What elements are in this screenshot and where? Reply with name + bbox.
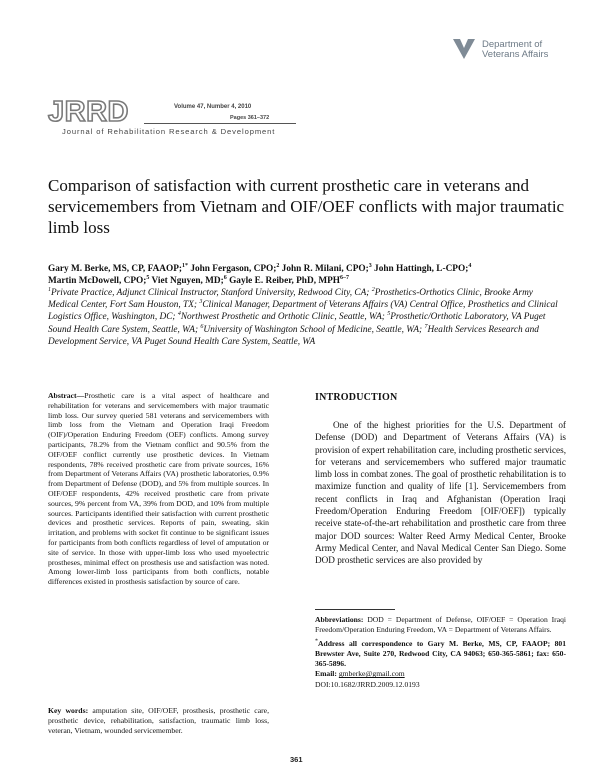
email-link[interactable]: gmberke@gmail.com: [338, 669, 405, 679]
footnote-rule: [315, 609, 395, 610]
authors-line1: Gary M. Berke, MS, CP, FAAOP;$^{1*}$ John Fergason, CPO;$^2$ John R. Milani, CPO;$^3$ John Hattingh, L-CPO;$^4$: [48, 262, 472, 274]
author-list: [48, 263, 563, 287]
abstract-text: Prosthetic care is a vital aspect of healthcare and rehabilitation for veterans and servicemembers with major traumatic limb loss. Our survey queried 581 veterans and servicemembers with limb loss from the Vietnam and Operation Iraqi Freedom (OIF)/Operation Enduring Freedom (OEF) conflicts. Among survey participants, 78.2% from the Vietnam conflict and 90.5% from the OIF/OEF conflict currently use prosthetic devices. In Vietnam respondents, 78% received prosthetic care from private sources, 16% from Department of Veterans Affairs (VA) prosthetic laboratories, 0.9% from Department of Defense (DOD), and 5% from multiple sources. In OIF/OEF respondents, 42% received prosthetic care from private sources, 9% percent from VA, 39% from DOD, and 10% from multiple sources. Participants identified their satisfaction with current prosthetic devices and prosthetic services. Reports of pain, sweating, skin irritation, and problems with socket fit continue to be significant issues for participants from both conflicts regardless of level of amputation or site of service. In those with upper-limb loss who used myoelectric prostheses, minimal effect on prosthesis use and satisfaction was noted. Among lower-limb loss participants from both conflicts, notable differences existed in prosthesis satisfaction by source of care.: [48, 391, 269, 587]
doi: DOI:10.1682/JRRD.2009.12.0193: [315, 679, 420, 689]
va-emblem-icon: [452, 38, 476, 60]
affiliation-6: University of Washington School of Medicine, Seattle, WA;: [203, 324, 423, 335]
authors-line2: Martin McDowell, CPO;$^5$ Viet Nguyen, MD;$^6$ Gayle E. Reiber, PhD, MPH$^{6-7}$: [48, 274, 350, 286]
affiliations: $^1$Private Practice, Adjunct Clinical Instructor, Stanford University, Redwood City, CA; $^2$Prosthetics-Orthotics Clinic, Brooke Army Medical Center, Fort Sam Houston, TX; $^3$Clinical Manager, Department of Veterans Affairs (VA) Central Office, Prosthetics and Clinical Logistics Office, Washington, DC; $^4$Northwest Prosthetic and Orthotic Clinic, Seattle, WA; $^5$Prosthetic/Orthotic Laboratory, VA Puget Sound Health Care System, Seattle, WA; $^6$University of Washington School of Medicine, Seattle, WA; $^7$Health Services Research and Development Service, VA Puget Sound Health Care System, Seattle, WA: [48, 286, 558, 347]
correspondence-text: Address all correspondence to Gary M. Berke, MS, CP, FAAOP; 801 Brewster Ave, Suite 270, Redwood City, CA 94063; 650-365-5861; fax: 650-365-5896.: [315, 638, 566, 669]
journal-name: Journal of Rehabilitation Research & Development: [62, 127, 276, 136]
page-range: Pages 361–372: [230, 115, 270, 121]
introduction-heading: INTRODUCTION: [315, 392, 398, 403]
abstract-label: Abstract—: [48, 391, 85, 400]
correspondence-note: *Address all correspondence to Gary M. Berke, MS, CP, FAAOP; 801 Brewster Ave, Suite 270, Redwood City, CA 94063; 650-365-5861; fax: 650-365-5896.: [315, 638, 566, 669]
keywords-text: amputation site, OIF/OEF, prosthesis, prosthetic care, prosthetic device, rehabilitation, satisfaction, traumatic limb loss, veteran, Vietnam, wounded servicemember.: [48, 706, 270, 735]
affiliation-5: Prosthetic/Orthotic Laboratory, VA Puget Sound Health Care System, Seattle, WA;: [48, 312, 546, 335]
abbreviations-text: DOD = Department of Defense, OIF/OEF = Operation Iraqi Freedom/Operation Enduring Freedom, VA = Department of Veterans Affairs.: [315, 615, 566, 635]
abstract: [48, 391, 269, 587]
journal-logo: JRRD: [48, 96, 129, 128]
va-logo-line1: Department of: [482, 39, 543, 50]
introduction-body: [315, 419, 566, 567]
affiliation-7: Health Services Research and Development Service, VA Puget Sound Health Care System, Seattle, WA: [48, 324, 539, 347]
affiliation-2: Prosthetics-Orthotics Clinic, Brooke Army Medical Center, Fort Sam Houston, TX;: [48, 288, 533, 311]
affiliation-1: Private Practice, Adjunct Clinical Instructor, Stanford University, Redwood City, CA;: [51, 288, 370, 298]
keywords-label: Key words:: [48, 706, 89, 715]
introduction-paragraph: One of the highest priorities for the U.S. Department of Defense (DOD) and Department of Veterans Affairs (VA) is provision of expert rehabilitation care, including prosthetic services, for veterans and servicemembers who suffered major traumatic limb loss in combat zones. The goal of prosthetic rehabilitation is to maximize function and quality of life [1]. Servicemembers from recent conflicts in Iraq and Afghanistan (Operation Iraqi Freedom/Operation Enduring Freedom [OIF/OEF]) typically receive state-of-the-art rehabilitation and prosthetic care from three major DOD sources: Walter Reed Army Medical Center, Brooke Army Medical Center, and Naval Medical Center San Diego. Some DOD prosthetic services are also provided by: [315, 420, 566, 566]
affiliation-4: Northwest Prosthetic and Orthotic Clinic, Seattle, WA;: [180, 312, 385, 323]
article-title: Comparison of satisfaction with current prosthetic care in veterans and servicemembers from Vietnam and OIF/OEF conflicts with major traumatic limb loss: [48, 176, 565, 237]
footnotes: [315, 615, 566, 690]
affiliation-3: Clinical Manager, Department of Veterans Affairs (VA) Central Office, Prosthetics and Clinical Logistics Office, Washington, DC;: [48, 300, 558, 323]
va-logo-line2: Veterans Affairs: [482, 49, 549, 60]
va-logo: [452, 38, 592, 64]
volume-info: Volume 47, Number 4, 2010: [174, 104, 252, 110]
email-line: [315, 669, 566, 679]
keywords: [48, 706, 269, 735]
masthead-rule: [144, 123, 296, 124]
va-logo-text: [482, 40, 548, 60]
page-number: 361: [290, 755, 303, 764]
abbreviations-note: [315, 615, 566, 636]
abbreviations-label: Abbreviations:: [315, 615, 364, 624]
email-label: Email:: [315, 669, 337, 679]
